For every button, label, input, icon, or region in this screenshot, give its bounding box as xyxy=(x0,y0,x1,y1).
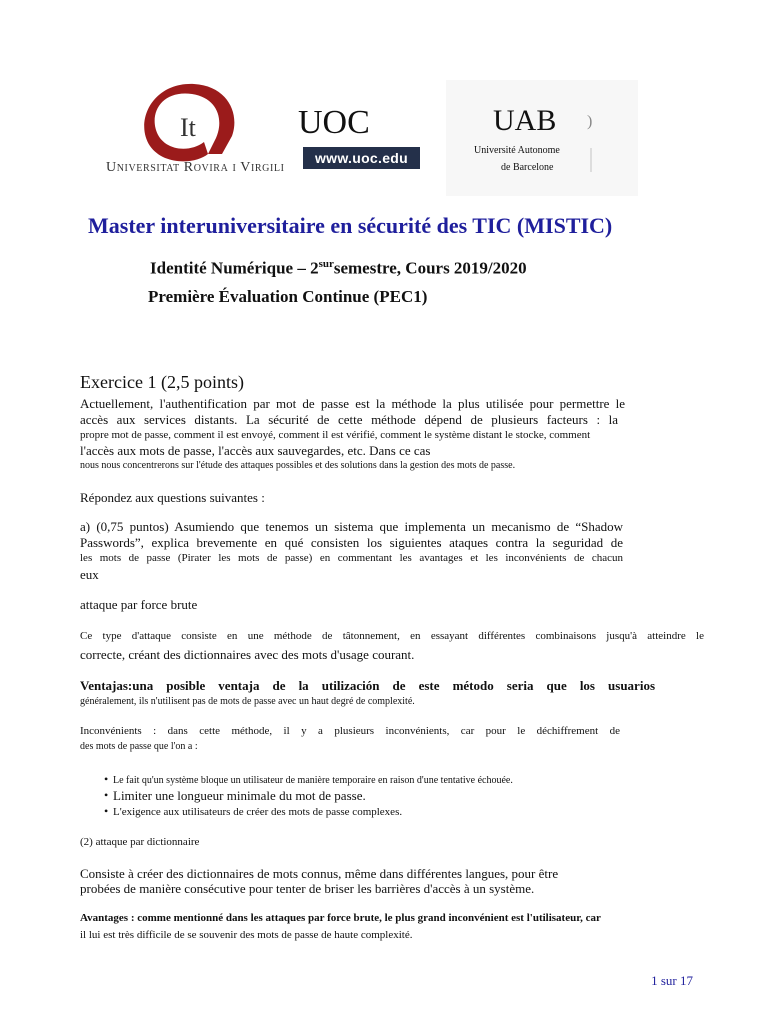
subtitle-superscript: sur xyxy=(318,258,334,270)
document-title: Master interuniversitaire en sécurité des TIC (MISTIC) xyxy=(88,213,613,238)
question-a-line: eux xyxy=(80,567,99,582)
dictionary-advantages-line: il lui est très difficile de se souvenir des mots de passe de haute complexité. xyxy=(80,929,413,941)
uoc-logo-text: UOC xyxy=(298,104,370,141)
question-a-line: a) (0,75 puntos) Asumiendo que tenemos un sistema que implementa un mecanismo de “Shadow xyxy=(80,519,623,534)
brute-force-desc-line: correcte, créant des dictionnaires avec des mots d'usage courant. xyxy=(80,647,415,662)
dictionary-desc-line: Consiste à créer des dictionnaires de mots connus, même dans différentes langues, pour être xyxy=(80,866,559,881)
intro-line: nous nous concentrerons sur l'étude des attaques possibles et des solutions dans la gestion des mots de passe. xyxy=(80,460,516,471)
dictionary-desc-line: probées de manière consécutive pour tenter de briser les barrières d'accès à un système. xyxy=(80,881,535,896)
intro-line: Actuellement, l'authentification par mot de passe est la méthode la plus utilisée pour permettre le xyxy=(80,396,625,411)
brute-force-title: attaque par force brute xyxy=(80,597,198,612)
uab-logo-background xyxy=(446,80,638,196)
uab-logo-text: UAB xyxy=(493,104,557,137)
questions-intro: Répondez aux questions suivantes : xyxy=(80,490,265,505)
uoc-url-badge: www.uoc.edu xyxy=(303,147,420,169)
uab-subtitle-line1: Université Autonome xyxy=(474,145,560,156)
evaluation-subtitle: Première Évaluation Continue (PEC1) xyxy=(148,287,428,306)
intro-line: propre mot de passe, comment il est envoyé, comment il est vérifié, comment le système distant le stocke, comment xyxy=(80,429,591,441)
page-number: 1 sur 17 xyxy=(651,973,693,988)
exercise-title: Exercice 1 (2,5 points) xyxy=(80,372,244,392)
disadvantages-line: Inconvénients : dans cette méthode, il y a plusieurs inconvénients, car pour le déchiffrement de xyxy=(80,725,620,737)
question-a-line: Passwords”, explica brevemente en qué consisten los siguientes ataques contra la seguridad de xyxy=(80,535,623,550)
disadvantages-line: des mots de passe que l'on a : xyxy=(80,741,198,752)
dictionary-title: (2) attaque par dictionnaire xyxy=(80,836,200,848)
uab-logo-mark: ) xyxy=(587,113,593,130)
intro-line: l'accès aux mots de passe, l'accès aux sauvegardes, etc. Dans ce cas xyxy=(80,443,431,458)
bullet-dot: • xyxy=(104,804,109,818)
uab-logo-divider xyxy=(590,148,592,172)
intro-line: accès aux services distants. La sécurité de cette méthode dépend de plusieurs facteurs : la xyxy=(80,412,618,427)
bullet-dot: • xyxy=(104,788,109,802)
subtitle-part1: Identité Numérique – 2 xyxy=(150,258,319,278)
bullet-item: L'exigence aux utilisateurs de créer des mots de passe complexes. xyxy=(113,806,403,818)
bullet-dot: • xyxy=(104,772,109,786)
urv-name: Universitat Rovira i Virgili xyxy=(106,160,285,175)
advantages-line: Ventajas:una posible ventaja de la utilización de este método seria que los usuarios xyxy=(80,678,655,693)
course-subtitle xyxy=(150,258,527,279)
uab-subtitle-line2: de Barcelone xyxy=(501,162,554,173)
svg-text:It: It xyxy=(180,113,196,142)
bullet-item: Le fait qu'un système bloque un utilisateur de manière temporaire en raison d'une tentative échouée. xyxy=(113,775,513,786)
bullet-item: Limiter une longueur minimale du mot de passe. xyxy=(113,788,366,803)
subtitle-part2: semestre, Cours 2019/2020 xyxy=(333,258,527,278)
question-a-line: les mots de passe (Pirater les mots de passe) en commentant les avantages et les inconvénients de chacun xyxy=(80,552,623,564)
brute-force-desc-line: Ce type d'attaque consiste en une méthode de tâtonnement, en essayant différentes combinaisons jusqu'à atteindre le xyxy=(80,630,704,642)
dictionary-advantages-line: Avantages : comme mentionné dans les attaques par force brute, le plus grand inconvénient est l'utilisateur, car xyxy=(80,912,601,924)
advantages-line: généralement, ils n'utilisent pas de mots de passe avec un haut degré de complexité. xyxy=(80,696,415,707)
